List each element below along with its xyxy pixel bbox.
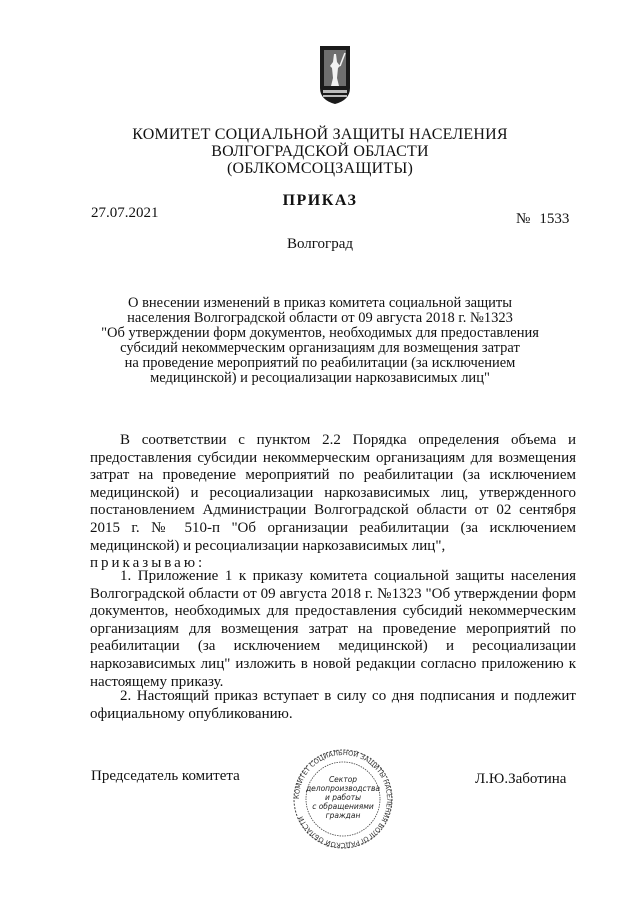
- number-value: 1533: [539, 211, 570, 227]
- signatory-name: Л.Ю.Заботина: [475, 771, 567, 787]
- org-abbreviation: (ОБЛКОМСОЦЗАЩИТЫ): [226, 160, 414, 177]
- stamp-text-line: Сектор: [328, 775, 358, 784]
- subject-line: населения Волгоградской области от 09 августа 2018 г. №1323: [127, 310, 513, 326]
- stamp-ring-text: КОМИТЕТ СОЦИАЛЬНОЙ ЗАЩИТЫ НАСЕЛЕНИЯ ВОЛГОГРАДСКОЙ ОБЛАСТИ: [292, 748, 394, 850]
- preamble-paragraph: [90, 432, 576, 573]
- subject-line: О внесении изменений в приказ комитета социальной защиты: [127, 295, 513, 311]
- document-number: [516, 211, 569, 228]
- preamble-text: В соответствии с пунктом 2.2 Порядка определения объема и предоставления субсидии некоммерческим организациям для возмещения затрат на проведение мероприятий по реабилитации (за исключением медицинской) и ресоциализации наркозависимых лиц, утвержденного постановлением Администрации Волгоградской области от 02 сентября 2015 г. № 510-п "Об организации реабилитации (за исключением медицинской) и ресоциализации наркозависимых лиц",: [90, 432, 576, 554]
- document-subject: [100, 296, 540, 386]
- order-item-1: 1. Приложение 1 к приказу комитета социальной защиты населения Волгоградской области от 09 августа 2018 г. №1323 "Об утверждении форм документов, необходимых для предоставления субсидий некоммерческим организациям для возмещения затрат на проведение мероприятий по реабилитации (за исключением медицинской) и ресоциализации наркозависимых лиц" изложить в новой редакции согласно приложению к настоящему приказу.: [90, 568, 576, 690]
- stamp-text-line: делопроизводства: [305, 784, 381, 793]
- subject-line: "Об утверждении форм документов, необходимых для предоставления: [101, 325, 539, 341]
- stamp-text-line: с обращениями: [312, 802, 374, 811]
- order-item-2: 2. Настоящий приказ вступает в силу со дня подписания и подлежит официальному опубликованию.: [90, 688, 576, 722]
- document-city: Волгоград: [286, 236, 353, 252]
- number-label: №: [516, 211, 531, 227]
- signatory-position: Председатель комитета: [91, 768, 240, 784]
- subject-line: субсидий некоммерческим организациям для возмещения затрат: [120, 340, 520, 356]
- stamp-text-line: граждан: [325, 811, 361, 820]
- document-title: ПРИКАЗ: [282, 192, 358, 209]
- org-region-line: ВОЛГОГРАДСКОЙ ОБЛАСТИ: [211, 143, 429, 160]
- stamp-text-line: и работы: [324, 793, 362, 802]
- organization-header: [0, 126, 640, 177]
- subject-line: на проведение мероприятий по реабилитации (за исключением: [124, 355, 516, 371]
- document-date: 27.07.2021: [91, 205, 159, 221]
- org-name-line: КОМИТЕТ СОЦИАЛЬНОЙ ЗАЩИТЫ НАСЕЛЕНИЯ: [132, 126, 508, 143]
- volgograd-coat-of-arms-icon: [318, 44, 352, 106]
- subject-line: медицинской) и ресоциализации наркозависимых лиц": [150, 370, 490, 386]
- order-word: приказываю:: [90, 555, 206, 572]
- office-stamp-icon: [283, 748, 403, 850]
